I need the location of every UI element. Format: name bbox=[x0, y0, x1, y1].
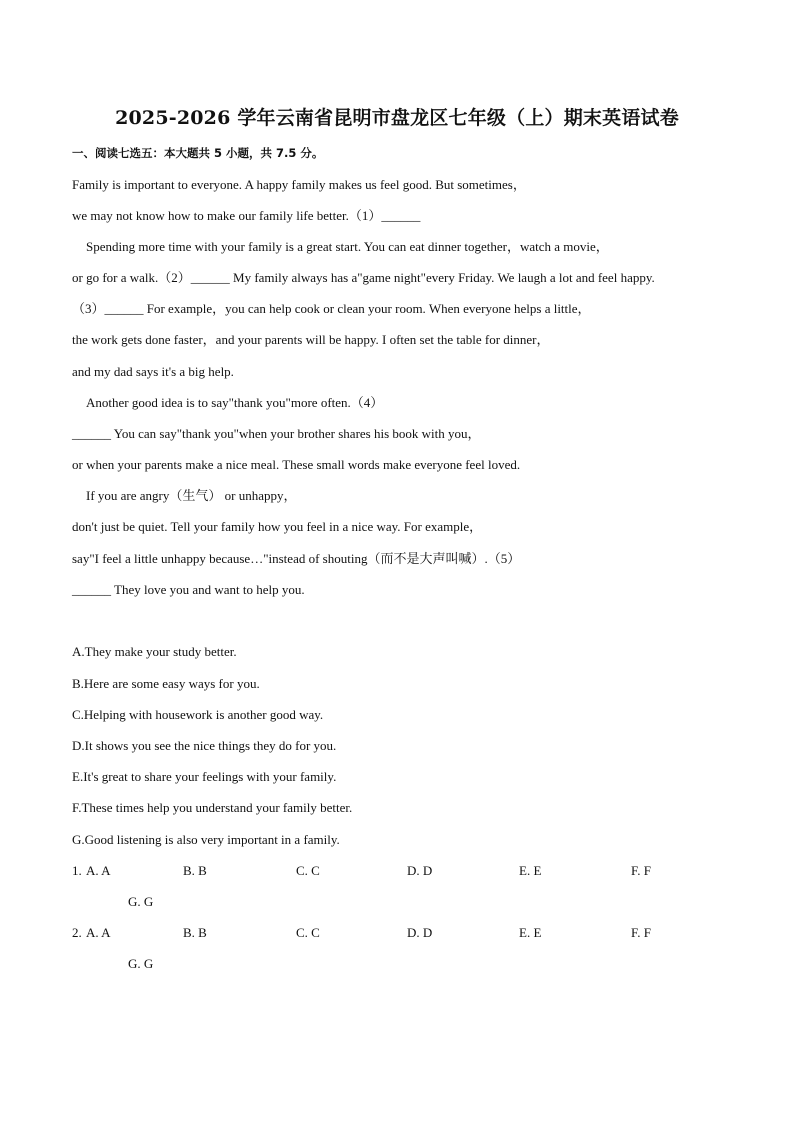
question-number: 2. bbox=[72, 925, 82, 940]
passage-line: If you are angry（生气） or unhappy， bbox=[86, 488, 297, 503]
passage-line: don't just be quiet. Tell your family how you feel in a nice way. For example， bbox=[72, 519, 483, 534]
choice-b[interactable]: B. B bbox=[183, 925, 207, 940]
option-item: G.Good listening is also very important in a family. bbox=[72, 832, 340, 847]
passage-line: （3）______ For example，you can help cook or clean your room. When everyone helps a little， bbox=[72, 301, 591, 316]
option-item: C.Helping with housework is another good way. bbox=[72, 707, 324, 722]
question-number: 1. bbox=[72, 863, 82, 878]
page-title: 2025-2026 学年云南省昆明市盘龙区七年级（上）期末英语试卷 bbox=[115, 107, 679, 129]
option-item: E.It's great to share your feelings with your family. bbox=[72, 769, 337, 784]
passage-line: Family is important to everyone. A happy family makes us feel good. But sometimes， bbox=[72, 177, 526, 192]
choice-d[interactable]: D. D bbox=[407, 925, 433, 940]
passage-line: the work gets done faster，and your parents will be happy. I often set the table for dinner， bbox=[72, 332, 550, 347]
choice-e[interactable]: E. E bbox=[519, 925, 542, 940]
passage-line: or go for a walk.（2）______ My family always has a"game night"every Friday. We laugh a lot and feel happy. bbox=[72, 270, 655, 285]
section-heading: 一、阅读七选五：本大题共 5 小题，共 7.5 分。 bbox=[72, 146, 324, 160]
choice-c[interactable]: C. C bbox=[296, 863, 320, 878]
option-item: A.They make your study better. bbox=[72, 644, 237, 659]
choice-a[interactable]: A. A bbox=[86, 863, 111, 878]
choice-f[interactable]: F. F bbox=[631, 863, 651, 878]
option-item: F.These times help you understand your family better. bbox=[72, 800, 353, 815]
passage-line: or when your parents make a nice meal. These small words make everyone feel loved. bbox=[72, 457, 521, 472]
choice-d[interactable]: D. D bbox=[407, 863, 433, 878]
passage-line: we may not know how to make our family life better.（1）______ bbox=[72, 208, 421, 223]
choice-a[interactable]: A. A bbox=[86, 925, 111, 940]
passage-line: ______ You can say"thank you"when your brother shares his book with you， bbox=[72, 426, 481, 441]
choice-g[interactable]: G. G bbox=[128, 894, 154, 909]
choice-g[interactable]: G. G bbox=[128, 956, 154, 971]
choice-b[interactable]: B. B bbox=[183, 863, 207, 878]
choice-e[interactable]: E. E bbox=[519, 863, 542, 878]
passage-line: Another good idea is to say"thank you"more often.（4） bbox=[86, 395, 384, 410]
option-item: D.It shows you see the nice things they do for you. bbox=[72, 738, 337, 753]
option-item: B.Here are some easy ways for you. bbox=[72, 676, 260, 691]
choice-f[interactable]: F. F bbox=[631, 925, 651, 940]
choice-c[interactable]: C. C bbox=[296, 925, 320, 940]
passage-line: ______ They love you and want to help you. bbox=[72, 582, 305, 597]
passage-line: Spending more time with your family is a great start. You can eat dinner together，watch a movie， bbox=[86, 239, 609, 254]
passage-line: say"I feel a little unhappy because…"instead of shouting（而不是大声叫喊）.（5） bbox=[72, 551, 521, 566]
passage-line: and my dad says it's a big help. bbox=[72, 364, 234, 379]
